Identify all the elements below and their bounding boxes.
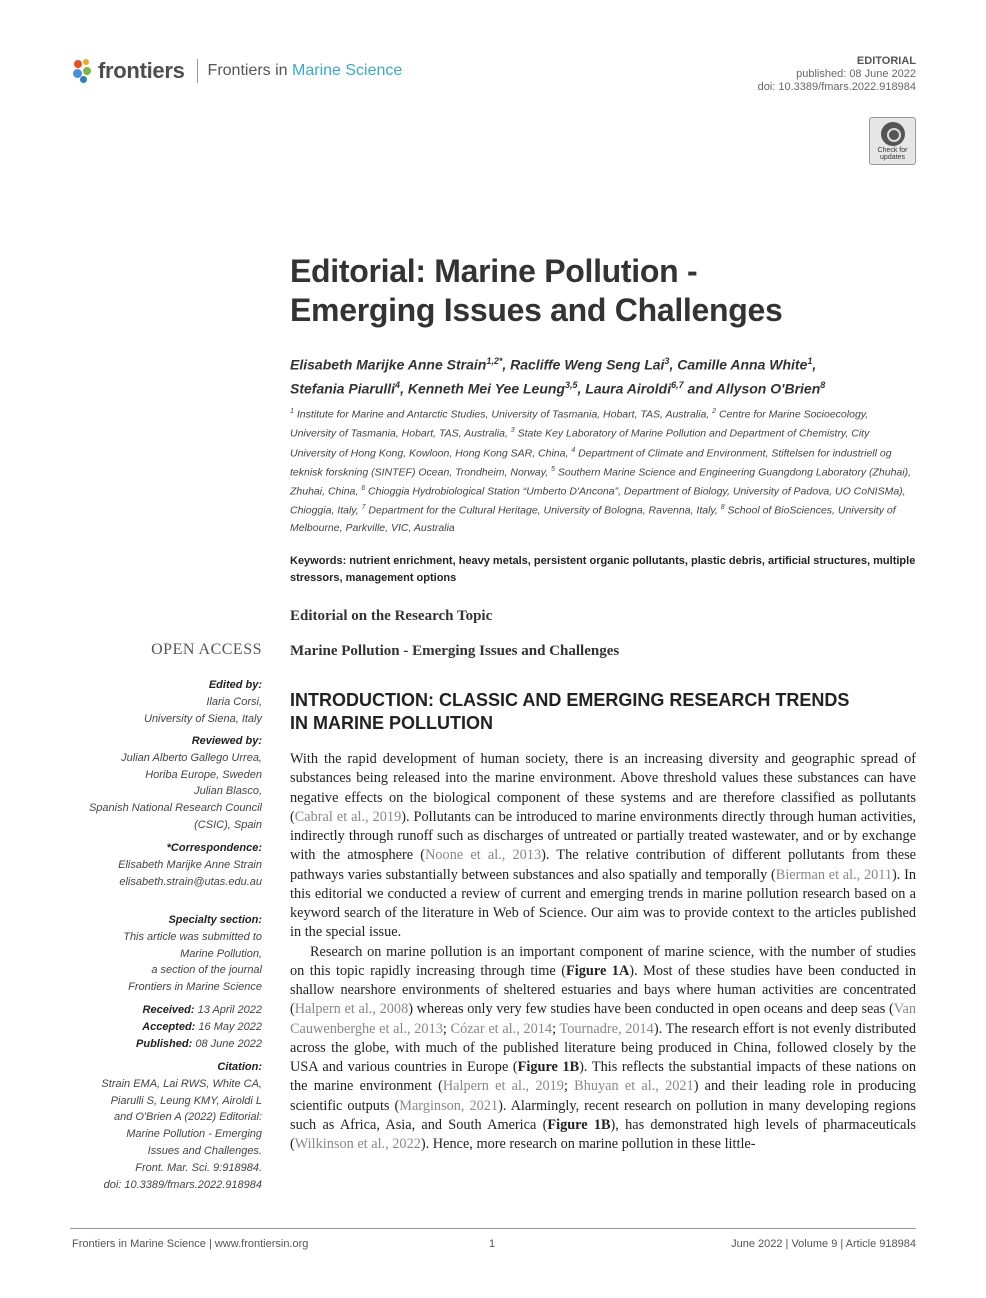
check-badge-line2: updates	[880, 154, 905, 161]
paragraph: Research on marine pollution is an important component of marine science, with the number of studies on this topic rapidly increasing through time (Figure 1A). Most of these studies have been conducted in shallow nearshore environments of sheltered estuaries and bays where human activities are concentrated (Halpern et al., 2008) whereas only very few studies have been conducted in open oceans and deep seas (Van Cauwenberghe et al., 2013; Cózar et al., 2014; Tournadre, 2014). The research effort is not evenly distributed across the globe, with much of the published literature being produced in China, followed closely by the USA and various countries in Europe (Figure 1B). This reflects the substantial impacts of these nations on the marine environment (Halpern et al., 2019; Bhuyan et al., 2021) and their leading role in producing scientific outputs (Marginson, 2021). Alarmingly, recent research on pollution in many developing regions such as Africa, Asia, and South America (Figure 1B), has demonstrated high levels of pharmaceuticals (Wilkinson et al., 2022). Hence, more research on marine pollution in these little-	[290, 943, 917, 1152]
citation-link[interactable]: Halpern et al., 2008	[294, 1001, 409, 1018]
received-date	[62, 1002, 262, 1019]
citation-link[interactable]: Halpern et al., 2019	[442, 1078, 564, 1095]
reviewer-line: Spanish National Research Council	[88, 802, 262, 815]
paragraph: With the rapid development of human society, there is an increasing diversity and geographic spread of substances being released into the marine environment. Above threshold values these substances can have negative effects on the biological component of these systems and are therefore classified as pollutants (Cabral et al., 2019). Pollutants can be introduced to marine environments directly through human activities, indirectly through runoff such as discharges of untreated or partially treated wastewater, and or by exchange with the atmosphere (Noone et al., 2013). The relative contribution of different pollutants from these pathways varies substantially between substances and also spatially and temporally (Bierman et al., 2011). In this editorial we conducted a review of current and emerging trends in marine pollution research based on a keyword search of the literature in Web of Science. Our aim was to provide context to the articles published in the special issue.	[290, 751, 916, 941]
reviewed-by-heading: Reviewed by:	[191, 735, 262, 747]
reviewed-by-block	[62, 733, 262, 834]
figure-reference[interactable]: Figure 1B	[547, 1116, 611, 1133]
specialty-line: This article was submitted to	[123, 930, 262, 943]
check-updates-icon	[881, 122, 905, 146]
research-topic-link[interactable]: Marine Pollution - Emerging Issues and Challenges	[290, 643, 620, 659]
brand-name: frontiers	[98, 58, 185, 83]
section-heading	[290, 689, 918, 735]
footer-journal[interactable]: Frontiers in Marine Science | www.frontiersin.org	[72, 1238, 309, 1250]
published-label: Published:	[136, 1037, 193, 1050]
affiliation-marker: 2	[712, 408, 717, 415]
edited-by-heading: Edited by:	[208, 679, 262, 691]
citation-link[interactable]: Bhuyan et al., 2021	[574, 1078, 694, 1095]
citation-heading: Citation:	[217, 1061, 262, 1073]
published-date: published: 08 June 2022	[796, 68, 916, 80]
section-heading-line-2: IN MARINE POLLUTION	[290, 713, 493, 733]
accepted-value: 16 May 2022	[195, 1020, 262, 1033]
received-value: 13 April 2022	[194, 1004, 262, 1016]
reviewer-line[interactable]: Julian Blasco,	[194, 785, 262, 798]
author-affiliation-marker: 1,2*	[486, 356, 503, 366]
figure-reference[interactable]: Figure 1A	[566, 962, 630, 979]
citation-line: Strain EMA, Lai RWS, White CA,	[101, 1077, 262, 1090]
editor-line[interactable]: Ilaria Corsi,	[206, 695, 262, 708]
affiliation-text: Department of Climate and Environment, Stiftelsen for industriell og teknisk forskning (SINTEF) Ocean, Trondheim, Norway,	[290, 447, 892, 479]
research-topic-label: Editorial on the Research Topic	[290, 608, 493, 624]
accepted-label: Accepted:	[142, 1020, 196, 1033]
affiliation-text: State Key Laboratory of Marine Pollution and Department of Chemistry, City University of Hong Kong, Kowloon, Hong Kong SAR, China,	[290, 427, 870, 460]
frontiers-logo[interactable]	[72, 56, 402, 86]
citation-line: and O'Brien A (2022) Editorial:	[113, 1111, 262, 1124]
affiliation-text: Southern Marine Science and Engineering Guangdong Laboratory (Zhuhai), Zhuhai, China,	[290, 466, 911, 498]
specialty-heading: Specialty section:	[168, 914, 262, 926]
page-title	[290, 252, 930, 330]
specialty-block	[62, 912, 262, 996]
reviewer-line: (CSIC), Spain	[194, 818, 262, 831]
published-sidebar-date	[62, 1036, 262, 1053]
affiliation-text: Department for the Cultural Heritage, University of Bologna, Ravenna, Italy,	[365, 504, 721, 517]
specialty-line: Frontiers in Marine Science	[128, 981, 262, 994]
citation-line: Marine Pollution - Emerging	[126, 1128, 262, 1141]
author-affiliation-marker: 4	[395, 379, 401, 390]
author-name[interactable]: Camille Anna White	[677, 356, 808, 373]
article-type: EDITORIAL	[856, 55, 916, 67]
affiliation-marker: 4	[571, 446, 576, 454]
correspondence-block	[62, 840, 262, 890]
journal-accent: Marine Science	[292, 62, 403, 79]
author-affiliation-marker: 1	[807, 356, 813, 366]
affiliations	[290, 404, 916, 537]
title-line-2: Emerging Issues and Challenges	[290, 292, 783, 328]
affiliation-marker: 7	[361, 504, 366, 512]
author-affiliation-marker: 3	[664, 356, 670, 366]
author-name[interactable]: Allyson O'Brien	[715, 380, 821, 397]
affiliation-marker: 8	[720, 504, 725, 512]
correspondent-email[interactable]: elisabeth.strain@utas.edu.au	[119, 875, 262, 888]
citation-doi[interactable]: doi: 10.3389/fmars.2022.918984	[103, 1178, 262, 1191]
specialty-line: Marine Pollution,	[180, 947, 262, 960]
open-access-label: OPEN ACCESS	[151, 641, 262, 658]
citation-link[interactable]: Noone et al., 2013	[425, 847, 542, 864]
affiliation-marker: 3	[510, 427, 515, 435]
check-badge-line1: Check for	[877, 147, 908, 154]
correspondent-name: Elisabeth Marijke Anne Strain	[118, 858, 262, 871]
accepted-date	[62, 1019, 262, 1036]
citation-link[interactable]: Cózar et al., 2014	[450, 1020, 553, 1037]
reviewer-line[interactable]: Julian Alberto Gallego Urrea,	[121, 751, 262, 764]
check-for-updates-button[interactable]	[869, 117, 916, 165]
title-line-1: Editorial: Marine Pollution -	[290, 253, 698, 289]
edited-by-block	[62, 677, 262, 727]
citation-line: Piarulli S, Leung KMY, Airoldi L	[110, 1094, 262, 1107]
body-text	[290, 750, 916, 1154]
affiliation-marker: 1	[290, 408, 294, 415]
affiliation-marker: 5	[551, 465, 555, 473]
author-affiliation-marker: 6,7	[671, 379, 684, 390]
editor-line: University of Siena, Italy	[144, 712, 262, 725]
affiliation-text: Institute for Marine and Antarctic Studies, University of Tasmania, Hobart, TAS, Australia,	[293, 408, 713, 421]
author-name[interactable]: Laura Airoldi	[585, 380, 672, 397]
author-name[interactable]: Racliffe Weng Seng Lai	[510, 356, 665, 373]
author-list: Elisabeth Marijke Anne Strain$^{1,2*}$, Racliffe Weng Seng Lai$^3$, Camille Anna White$^1$, Stefania Piarulli$^4$, Kenneth Mei Yee Leung$^{3,5}$, Laura Airoldi$^{6,7}$ and Allyson O'Brien$^8$	[290, 356, 826, 397]
citation-link[interactable]: Van Cauwenberghe et al., 2013	[290, 1001, 916, 1037]
citation-link[interactable]: Marginson, 2021	[399, 1097, 499, 1114]
citation-line: Front. Mar. Sci. 9:918984.	[135, 1161, 262, 1174]
affiliation-marker: 6	[361, 485, 366, 493]
affiliation-text: Chioggia Hydrobiological Station “Umberto D'Ancona”, Department of Biology, University of Padova, UO CoNISMa), Chioggia, Italy,	[290, 485, 906, 517]
section-heading-line-1: INTRODUCTION: CLASSIC AND EMERGING RESEARCH TRENDS	[290, 690, 850, 710]
figure-reference[interactable]: Figure 1B	[517, 1059, 580, 1075]
received-label: Received:	[142, 1004, 195, 1016]
keywords: Keywords: nutrient enrichment, heavy metals, persistent organic pollutants, plastic debris, artificial structures, multiple stressors, management options	[290, 555, 916, 584]
dates-block	[62, 1002, 262, 1052]
author-name[interactable]: Stefania Piarulli	[290, 380, 396, 397]
journal-prefix: Frontiers in	[207, 62, 293, 79]
author-affiliation-marker: 8	[820, 379, 826, 390]
author-affiliation-marker: 3,5	[564, 379, 578, 390]
footer-issue: June 2022 | Volume 9 | Article 918984	[731, 1238, 916, 1250]
author-name[interactable]: Kenneth Mei Yee Leung	[407, 380, 565, 397]
footer-divider	[70, 1228, 916, 1229]
citation-link[interactable]: Wilkinson et al., 2022	[294, 1136, 421, 1152]
reviewer-line: Horiba Europe, Sweden	[145, 768, 262, 781]
article-doi[interactable]: doi: 10.3389/fmars.2022.918984	[757, 81, 916, 93]
correspondence-heading: *Correspondence:	[166, 842, 262, 854]
citation-line: Issues and Challenges.	[147, 1144, 262, 1157]
article-meta	[758, 55, 916, 94]
specialty-line: a section of the journal	[151, 964, 262, 977]
author-name[interactable]: Elisabeth Marijke Anne Strain	[290, 356, 487, 373]
affiliation-text: School of BioSciences, University of Melbourne, Parkville, VIC, Australia	[290, 504, 896, 534]
citation-link[interactable]: Tournadre, 2014	[559, 1020, 654, 1037]
citation-block	[62, 1059, 262, 1193]
citation-link[interactable]: Cabral et al., 2019	[294, 808, 402, 825]
citation-link[interactable]: Bierman et al., 2011	[775, 866, 893, 883]
published-value: 08 June 2022	[192, 1037, 262, 1050]
journal-name[interactable]	[208, 62, 403, 80]
logo-divider	[197, 59, 198, 83]
affiliation-text: Centre for Marine Socioecology, University of Tasmania, Hobart, TAS, Australia,	[290, 408, 869, 440]
page-number: 1	[489, 1238, 496, 1250]
frontiers-logo-icon	[72, 58, 94, 84]
